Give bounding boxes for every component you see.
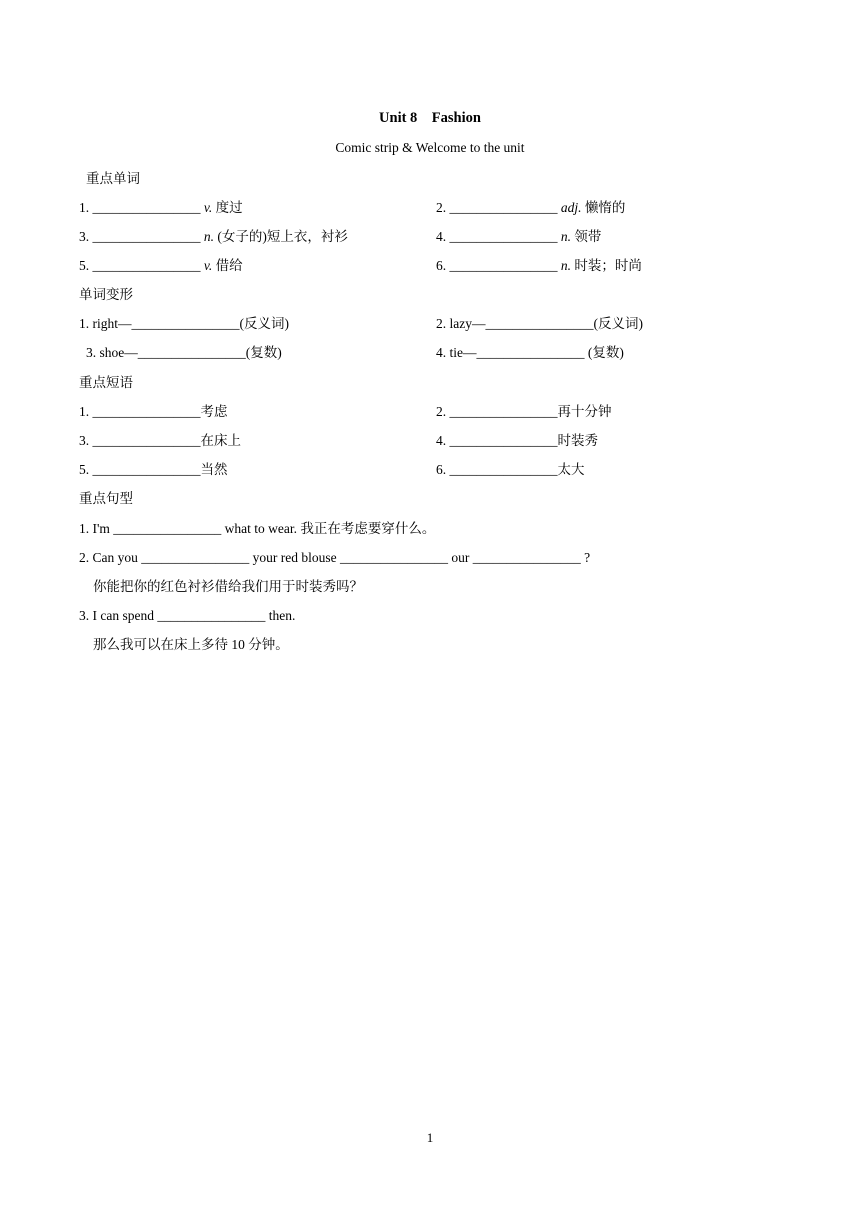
form-item-1: 1. right—________________(反义词): [79, 316, 289, 331]
answer-blank: ________________: [449, 200, 558, 215]
vocab-heading: 重点单词: [86, 171, 140, 186]
vocab-item-1: [79, 199, 243, 217]
phrase-item-3: 3. ________________在床上: [79, 433, 241, 448]
phrase-item-6: 6. ________________太大: [436, 462, 585, 477]
meaning: 领带: [571, 229, 602, 244]
vocab-item-6: [436, 257, 642, 275]
unit-title: Unit 8 Fashion: [379, 110, 481, 126]
phrase-item-2: 2. ________________再十分钟: [436, 404, 612, 419]
answer-blank: ________________: [92, 258, 201, 273]
phrases-heading: 重点短语: [79, 375, 133, 390]
phrase-item-5: 5. ________________当然: [79, 462, 228, 477]
part-of-speech: n.: [560, 258, 571, 273]
item-number: 6.: [436, 258, 450, 273]
item-number: 3.: [79, 229, 93, 244]
form-item-3: 3. shoe—________________(复数): [86, 345, 282, 360]
page-number: 1: [426, 1130, 434, 1145]
part-of-speech: adj.: [560, 200, 582, 215]
meaning: 借给: [212, 258, 243, 273]
part-of-speech: v.: [203, 258, 213, 273]
item-number: 1.: [79, 200, 93, 215]
item-number: 5.: [79, 258, 93, 273]
vocab-item-5: [79, 257, 243, 275]
phrase-item-1: 1. ________________考虑: [79, 404, 228, 419]
item-number: 2.: [436, 200, 450, 215]
answer-blank: ________________: [92, 200, 201, 215]
meaning: (女子的)短上衣，衬衫: [214, 229, 348, 244]
sentences-heading: 重点句型: [79, 491, 133, 506]
phrase-item-4: 4. ________________时装秀: [436, 433, 598, 448]
sentence-item-1: 1. I'm ________________ what to wear. 我正在考虑要穿什么。: [79, 521, 436, 536]
sentence-item-2-translation: 你能把你的红色衬衫借给我们用于时装秀吗？: [93, 579, 363, 594]
answer-blank: ________________: [449, 229, 558, 244]
form-item-4: 4. tie—________________ (复数): [436, 345, 624, 360]
form-item-2: 2. lazy—________________(反义词): [436, 316, 643, 331]
answer-blank: ________________: [92, 229, 201, 244]
item-number: 4.: [436, 229, 450, 244]
meaning: 度过: [212, 200, 243, 215]
meaning: 懒惰的: [581, 200, 626, 215]
sentence-item-3: 3. I can spend ________________ then.: [79, 608, 296, 623]
sentence-item-2: 2. Can you ________________ your red blouse ________________ our ________________ ?: [79, 550, 591, 565]
part-of-speech: v.: [203, 200, 213, 215]
forms-heading: 单词变形: [79, 287, 133, 302]
sentence-item-3-translation: 那么我可以在床上多待 10 分钟。: [93, 637, 289, 652]
lesson-subtitle: Comic strip & Welcome to the unit: [335, 140, 525, 155]
answer-blank: ________________: [449, 258, 558, 273]
part-of-speech: n.: [560, 229, 571, 244]
part-of-speech: n.: [203, 229, 214, 244]
meaning: 时装；时尚: [571, 258, 642, 273]
vocab-item-2: [436, 199, 625, 217]
vocab-item-4: [436, 228, 601, 246]
vocab-item-3: [79, 228, 348, 246]
